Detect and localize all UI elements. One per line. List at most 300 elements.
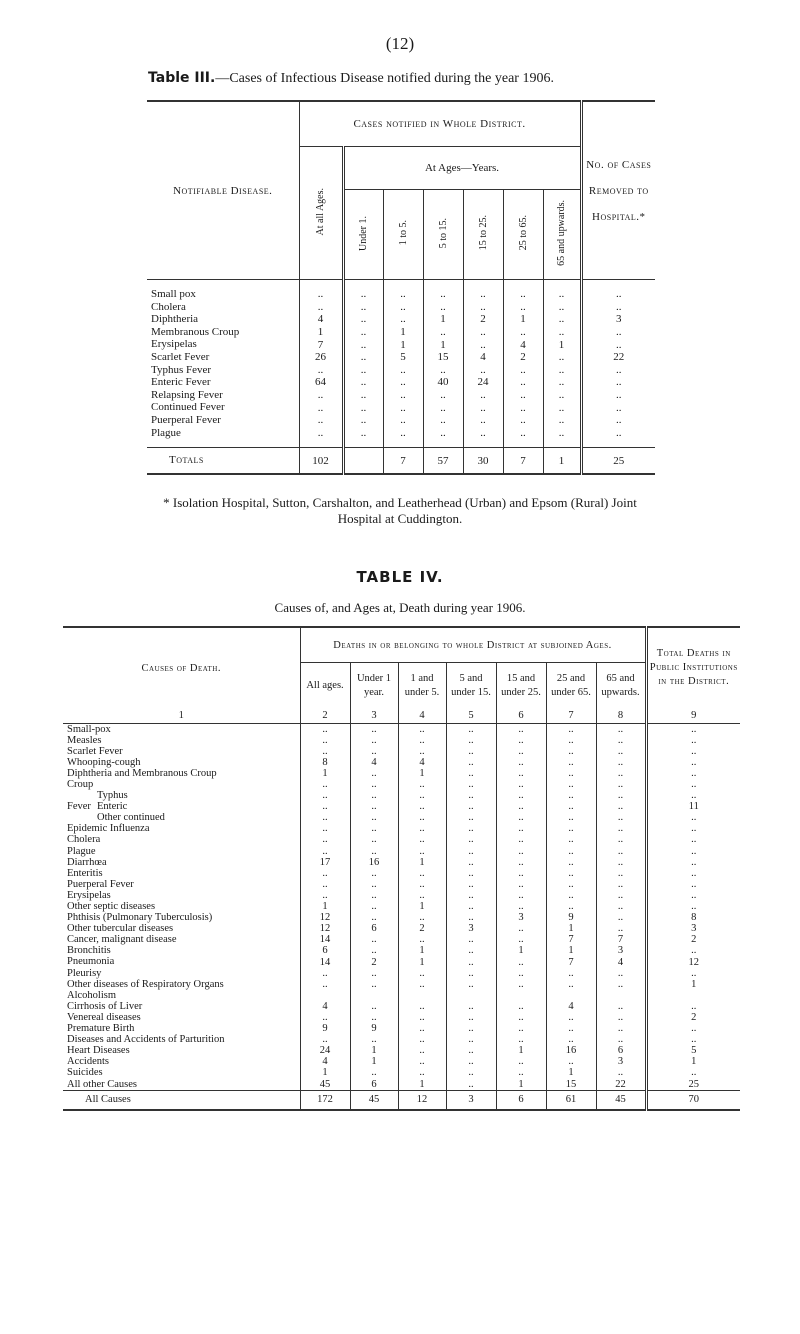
table-cell: ..: [646, 735, 740, 746]
table-cell: ..: [496, 890, 546, 901]
all-causes-cell: 12: [398, 1090, 446, 1110]
table-cell: ..: [300, 979, 350, 990]
table-cell: ..: [423, 364, 463, 377]
table-row: [63, 956, 740, 967]
table-cell: ..: [300, 890, 350, 901]
cause-name: Measles: [67, 734, 102, 746]
table-cell: ..: [398, 868, 446, 879]
table4-age-col-header: 1 and under 5.: [398, 663, 446, 709]
cause-name: All other Causes: [67, 1078, 137, 1090]
totals-cell: 7: [503, 448, 543, 475]
table-row: [63, 801, 740, 812]
table3-label: Table III.: [148, 70, 216, 86]
table-cell: ..: [350, 823, 398, 834]
table-row: [147, 351, 655, 364]
table-cell: 22: [581, 351, 655, 364]
table-cell: ..: [546, 735, 596, 746]
table-cell: ..: [398, 735, 446, 746]
table-cell: 1: [398, 768, 446, 779]
table-cell: 1: [398, 1079, 446, 1091]
table-cell: ..: [463, 288, 503, 301]
table-cell: ..: [343, 288, 383, 301]
table4-age-col-header: 15 and under 25.: [496, 663, 546, 709]
table-cell: ..: [646, 846, 740, 857]
table-cell: 6: [350, 923, 398, 934]
table-cell: ..: [350, 1034, 398, 1045]
disease-name: Typhus Fever: [151, 363, 212, 376]
table-cell: ..: [581, 376, 655, 389]
table-cell: ..: [543, 427, 581, 440]
table-cell: ..: [581, 401, 655, 414]
table-cell: ..: [446, 956, 496, 967]
table-cell: 16: [350, 857, 398, 868]
table-cell: 1: [423, 338, 463, 351]
table-cell: 9: [350, 1023, 398, 1034]
table-cell: ..: [496, 846, 546, 857]
table-cell: ..: [546, 968, 596, 979]
table-cell: ..: [300, 1012, 350, 1023]
table-cell: ..: [350, 890, 398, 901]
table-cell: 7: [299, 338, 343, 351]
table-cell: ..: [398, 890, 446, 901]
table-cell: ..: [646, 779, 740, 790]
table-row: [147, 427, 655, 440]
table-cell: 3: [446, 923, 496, 934]
table-cell: ..: [596, 1067, 646, 1078]
table-cell: ..: [446, 934, 496, 945]
table-cell: ..: [398, 1045, 446, 1056]
table-cell: ..: [463, 364, 503, 377]
table-cell: ..: [646, 968, 740, 979]
table-cell: ..: [383, 313, 423, 326]
totals-label: Totals: [147, 448, 299, 475]
table-cell: ..: [596, 779, 646, 790]
table-cell: 1: [496, 1079, 546, 1091]
table-cell: 12: [300, 923, 350, 934]
table-cell: ..: [398, 790, 446, 801]
totals-cell: 57: [423, 448, 463, 475]
table-cell: ..: [300, 1034, 350, 1045]
table-row: [63, 757, 740, 768]
table-cell: ..: [398, 1012, 446, 1023]
totals-cell: 1: [543, 448, 581, 475]
table-cell: ..: [596, 879, 646, 890]
table-cell: 25: [646, 1079, 740, 1091]
table-cell: ..: [343, 326, 383, 339]
table-row: [63, 879, 740, 890]
table-cell: 5: [646, 1045, 740, 1056]
table-cell: ..: [503, 301, 543, 314]
column-number: 5: [446, 709, 496, 724]
table-cell: ..: [300, 879, 350, 890]
table-cell: ..: [596, 979, 646, 990]
table-cell: ..: [596, 1023, 646, 1034]
disease-name: Small pox: [151, 288, 196, 300]
column-number: 1: [63, 709, 300, 724]
table-cell: [496, 990, 546, 1001]
table-row: [63, 1034, 740, 1045]
table-cell: 1: [383, 338, 423, 351]
table-cell: ..: [350, 801, 398, 812]
cause-name: Other tubercular diseases: [67, 923, 174, 935]
table-row: [63, 790, 740, 801]
cause-name: Venereal diseases: [67, 1011, 141, 1023]
table-cell: ..: [596, 857, 646, 868]
cause-name: Croup: [67, 778, 94, 790]
table-cell: ..: [398, 812, 446, 823]
table-cell: ..: [581, 338, 655, 351]
table-cell: ..: [546, 1056, 596, 1067]
table-cell: ..: [496, 956, 546, 967]
cause-name: Diarrhœa: [67, 856, 107, 868]
table-cell: ..: [546, 823, 596, 834]
table3-at-all-ages-header: At all Ages.: [315, 187, 326, 236]
table-row: [63, 1045, 740, 1056]
totals-cell: [343, 448, 383, 475]
table-cell: 1: [646, 1056, 740, 1067]
table-cell: ..: [350, 790, 398, 801]
table-cell: ..: [300, 834, 350, 845]
table-cell: ..: [496, 1056, 546, 1067]
table-row: [63, 1001, 740, 1012]
table-cell: ..: [503, 288, 543, 301]
table-cell: [646, 990, 740, 1001]
table-cell: ..: [546, 779, 596, 790]
table-cell: ..: [446, 857, 496, 868]
table4-age-col-header: 25 and under 65.: [546, 663, 596, 709]
table-cell: ..: [543, 376, 581, 389]
column-number: 6: [496, 709, 546, 724]
table-cell: 12: [646, 956, 740, 967]
totals-row: [147, 448, 655, 475]
table-cell: 2: [463, 313, 503, 326]
cause-name: Cholera: [67, 834, 101, 846]
table-cell: ..: [581, 389, 655, 402]
table-cell: ..: [646, 1001, 740, 1012]
table-cell: ..: [496, 934, 546, 945]
table-cell: ..: [398, 801, 446, 812]
table-cell: ..: [398, 934, 446, 945]
table-cell: ..: [446, 890, 496, 901]
table-cell: ..: [543, 326, 581, 339]
table-cell: ..: [503, 401, 543, 414]
cause-name: Accidents: [67, 1056, 109, 1068]
table-cell: ..: [398, 979, 446, 990]
table-cell: ..: [383, 364, 423, 377]
table-cell: ..: [398, 834, 446, 845]
table-row: [63, 779, 740, 790]
table-cell: ..: [596, 868, 646, 879]
table-cell: ..: [446, 879, 496, 890]
table-cell: 5: [383, 351, 423, 364]
column-number: 4: [398, 709, 446, 724]
table4-title: TABLE IV.: [356, 568, 444, 586]
table-cell: 2: [646, 934, 740, 945]
table-cell: ..: [343, 313, 383, 326]
table4-age-col-header: 5 and under 15.: [446, 663, 496, 709]
table-cell: 3: [581, 313, 655, 326]
table-cell: 3: [596, 945, 646, 956]
table-cell: ..: [596, 757, 646, 768]
table4-subtitle: Causes of, and Ages at, Death during year 1906.: [274, 600, 526, 615]
table3-age-col-header: 25 to 65.: [517, 215, 529, 251]
table-cell: [596, 990, 646, 1001]
table-row: [63, 923, 740, 934]
table-cell: ..: [423, 301, 463, 314]
table-cell: 24: [300, 1045, 350, 1056]
footnote: * Isolation Hospital, Sutton, Carshalton, and Leatherhead (Urban) and Epsom (Rural) Joint Hospital at Cuddington.: [163, 495, 637, 526]
page-number: (12): [385, 34, 415, 53]
cause-name: Typhus: [97, 790, 128, 802]
table-cell: 2: [646, 1012, 740, 1023]
cause-name: Premature Birth: [67, 1023, 135, 1035]
table-cell: ..: [546, 801, 596, 812]
table-cell: ..: [350, 846, 398, 857]
table-cell: 2: [503, 351, 543, 364]
table-cell: 6: [350, 1079, 398, 1091]
table-cell: ..: [503, 364, 543, 377]
table-cell: ..: [398, 1023, 446, 1034]
table-cell: 4: [300, 1056, 350, 1067]
table-cell: ..: [596, 801, 646, 812]
table3-cases-header: Cases notified in Whole District.: [299, 101, 581, 147]
table-cell: ..: [463, 301, 503, 314]
table-cell: 45: [300, 1079, 350, 1091]
disease-name: Diphtheria: [151, 313, 199, 326]
totals-cell: 102: [299, 448, 343, 475]
table-cell: 3: [496, 912, 546, 923]
table-cell: ..: [546, 757, 596, 768]
table-cell: ..: [446, 823, 496, 834]
table-row: [63, 746, 740, 757]
table-cell: ..: [300, 723, 350, 735]
cause-name: Scarlet Fever: [67, 745, 123, 757]
table-cell: 6: [596, 1045, 646, 1056]
table-cell: ..: [596, 923, 646, 934]
table-cell: ..: [496, 801, 546, 812]
table-cell: ..: [646, 890, 740, 901]
disease-name: Membranous Croup: [151, 325, 240, 338]
table-cell: ..: [596, 846, 646, 857]
table-cell: 1: [646, 979, 740, 990]
table-cell: ..: [496, 1001, 546, 1012]
table-cell: ..: [581, 326, 655, 339]
table-cell: ..: [581, 288, 655, 301]
table-cell: ..: [646, 823, 740, 834]
table-cell: 7: [546, 934, 596, 945]
table3-age-col-header: 1 to 5.: [397, 220, 409, 246]
table-cell: ..: [446, 846, 496, 857]
table-cell: 4: [463, 351, 503, 364]
cause-name: Other diseases of Respiratory Organs: [67, 978, 224, 990]
table-row: [63, 723, 740, 735]
table-cell: ..: [581, 301, 655, 314]
cause-name: Cirrhosis of Liver: [67, 1000, 143, 1012]
all-causes-label: All Causes: [63, 1090, 300, 1110]
table-cell: ..: [423, 389, 463, 402]
table-cell: 15: [423, 351, 463, 364]
table-cell: 1: [546, 1067, 596, 1078]
table-cell: ..: [543, 414, 581, 427]
column-number: 3: [350, 709, 398, 724]
table-cell: ..: [398, 723, 446, 735]
table-cell: ..: [446, 1001, 496, 1012]
table-cell: ..: [546, 790, 596, 801]
column-number: 2: [300, 709, 350, 724]
table-cell: ..: [446, 1045, 496, 1056]
table-cell: ..: [350, 934, 398, 945]
table-cell: 9: [300, 1023, 350, 1034]
all-causes-cell: 61: [546, 1090, 596, 1110]
table-cell: ..: [543, 401, 581, 414]
table-row: [63, 846, 740, 857]
table-cell: ..: [299, 288, 343, 301]
table-cell: ..: [343, 301, 383, 314]
table-cell: ..: [446, 945, 496, 956]
cause-name: Small-pox: [67, 723, 111, 735]
table-cell: 1: [300, 901, 350, 912]
table-cell: ..: [546, 834, 596, 845]
cause-name: Erysipelas: [67, 889, 111, 901]
table-cell: ..: [496, 790, 546, 801]
table-cell: ..: [446, 723, 496, 735]
table4-causes-header: Causes of Death.: [63, 627, 300, 709]
cause-name: Other continued: [97, 812, 165, 824]
table-cell: ..: [546, 846, 596, 857]
table3-disease-header: Notifiable Disease.: [147, 101, 299, 280]
table-cell: [546, 990, 596, 1001]
table3-age-col-header: 15 to 25.: [477, 215, 489, 251]
cause-name: Alcoholism: [67, 989, 116, 1001]
table-cell: 22: [596, 1079, 646, 1091]
table-cell: [350, 990, 398, 1001]
table-cell: 3: [596, 1056, 646, 1067]
all-causes-cell: 45: [350, 1090, 398, 1110]
table-row: [147, 301, 655, 314]
cause-name: Diphtheria and Membranous Croup: [67, 767, 217, 779]
column-number: 9: [646, 709, 740, 724]
table-cell: ..: [343, 364, 383, 377]
table-cell: ..: [350, 768, 398, 779]
table-cell: ..: [423, 427, 463, 440]
table-cell: ..: [299, 427, 343, 440]
cause-name: Suicides: [67, 1067, 103, 1079]
totals-cell: 7: [383, 448, 423, 475]
table-cell: ..: [398, 1056, 446, 1067]
disease-name: Plague: [151, 426, 181, 439]
table-cell: ..: [299, 364, 343, 377]
table-cell: ..: [503, 376, 543, 389]
table-cell: ..: [423, 326, 463, 339]
cause-name: Cancer, malignant disease: [67, 934, 177, 946]
table-cell: ..: [596, 790, 646, 801]
table-cell: 2: [350, 956, 398, 967]
table-cell: ..: [646, 812, 740, 823]
table-cell: ..: [463, 326, 503, 339]
table-cell: ..: [646, 790, 740, 801]
table-cell: 12: [300, 912, 350, 923]
table-cell: ..: [543, 364, 581, 377]
table-cell: 17: [300, 857, 350, 868]
table-cell: ..: [350, 1012, 398, 1023]
table4-total-header: Total Deaths in Public Institutions in the District.: [646, 627, 740, 709]
table-cell: 4: [546, 1001, 596, 1012]
table-cell: ..: [596, 812, 646, 823]
table-row: [63, 1067, 740, 1078]
table-cell: ..: [350, 912, 398, 923]
table-cell: ..: [546, 723, 596, 735]
table-cell: ..: [496, 1034, 546, 1045]
table-cell: ..: [398, 1001, 446, 1012]
table-cell: ..: [543, 313, 581, 326]
table-cell: ..: [446, 1067, 496, 1078]
table-cell: [398, 990, 446, 1001]
table-cell: ..: [343, 401, 383, 414]
table3-age-col-header: 5 to 15.: [437, 217, 449, 249]
table-cell: 1: [350, 1056, 398, 1067]
table-cell: ..: [300, 746, 350, 757]
table-cell: ..: [646, 746, 740, 757]
table-row: [63, 1023, 740, 1034]
table-cell: ..: [299, 389, 343, 402]
table-cell: ..: [446, 1023, 496, 1034]
table-cell: ..: [383, 288, 423, 301]
table-cell: ..: [596, 968, 646, 979]
table-cell: 16: [546, 1045, 596, 1056]
table3-caption-text: —Cases of Infectious Disease notified during the year 1906.: [215, 71, 554, 86]
table-cell: ..: [446, 746, 496, 757]
table-cell: ..: [646, 768, 740, 779]
table-cell: ..: [299, 401, 343, 414]
table-cell: 14: [300, 934, 350, 945]
table-cell: ..: [496, 923, 546, 934]
table-row: [147, 288, 655, 301]
fever-group-label: Fever: [67, 801, 91, 813]
table4: [63, 626, 740, 1111]
table-cell: 1: [299, 326, 343, 339]
table-row: [63, 834, 740, 845]
table4-deaths-header: Deaths in or belonging to whole District at subjoined Ages.: [300, 627, 646, 663]
table-cell: ..: [300, 968, 350, 979]
table-cell: ..: [398, 968, 446, 979]
all-causes-cell: 172: [300, 1090, 350, 1110]
table-row: [63, 823, 740, 834]
all-causes-row: [63, 1090, 740, 1110]
table-cell: 4: [503, 338, 543, 351]
table-cell: ..: [463, 414, 503, 427]
table-cell: ..: [543, 288, 581, 301]
table-cell: ..: [383, 389, 423, 402]
table-cell: ..: [446, 779, 496, 790]
table-cell: ..: [350, 746, 398, 757]
table-cell: ..: [581, 364, 655, 377]
table-cell: ..: [350, 723, 398, 735]
table-cell: ..: [300, 812, 350, 823]
table-cell: ..: [646, 1067, 740, 1078]
table-cell: ..: [343, 389, 383, 402]
table-row: [63, 890, 740, 901]
table-cell: ..: [503, 326, 543, 339]
table-row: [63, 934, 740, 945]
table-cell: ..: [496, 779, 546, 790]
table-cell: ..: [446, 968, 496, 979]
table-row: [147, 326, 655, 339]
table-cell: ..: [546, 1012, 596, 1023]
table-cell: ..: [423, 288, 463, 301]
column-number: 7: [546, 709, 596, 724]
table-cell: ..: [446, 868, 496, 879]
table-cell: ..: [581, 414, 655, 427]
